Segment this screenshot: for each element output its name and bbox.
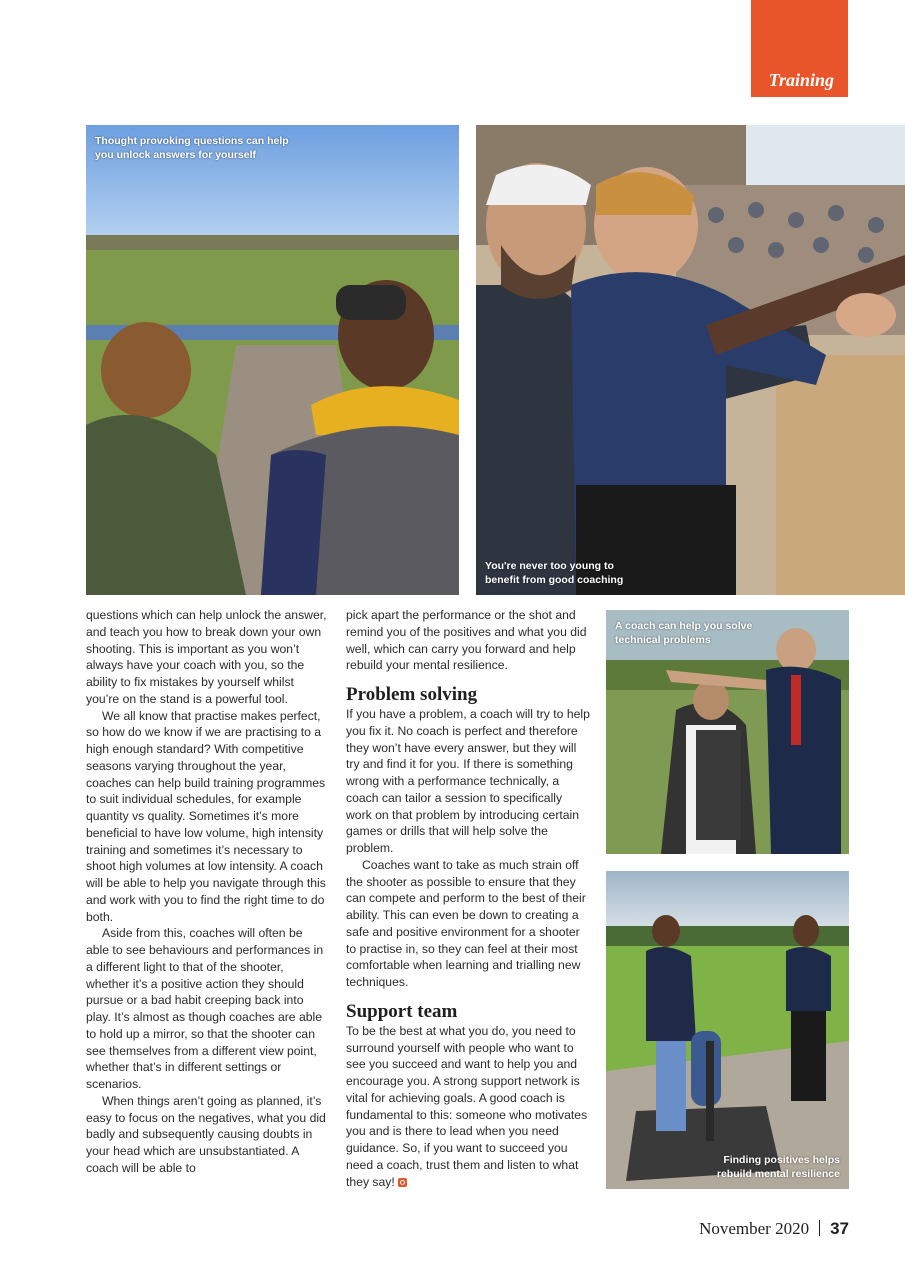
photo-field-coaching (86, 125, 459, 595)
photo-technical-coaching (606, 610, 849, 854)
photo-caption: A coach can help you solve technical problems (615, 620, 753, 646)
body-paragraph-last (346, 1023, 591, 1191)
section-label: Training (768, 70, 834, 90)
subheading-problem-solving: Problem solving (346, 684, 478, 705)
photo-caption: Thought provoking questions can help you unlock answers for yourself (95, 135, 289, 161)
subheading-support-team: Support team (346, 1000, 458, 1022)
photo-positive-feedback (606, 871, 849, 1189)
body-paragraph-text: To be the best at what you do, you need to surround yourself with people who want to see you succeed and want to help you and encourage you. A strong support network is vital for achieving goals. A good coach is fundamental to this: someone who motivates you and is there to lead when you need guidance. So, if you want to succeed you need a coach, trust them and listen to what they say! (346, 1023, 588, 1189)
body-paragraph: Coaches want to take as much strain off the shooter as possible to ensure that they can compete and perform to the best of their ability. This can even be down to creating a safe and positive environment for a shooter to practise in, so they can feel at their most comfortable when learning and trialling new techniques. (346, 857, 586, 989)
body-paragraph: When things aren’t going as planned, it’s easy to focus on the negatives, what you did badly and subsequently causing doubts in your head which are unsubstantiated. A coach will be able to (86, 1093, 326, 1175)
page-footer (699, 1219, 849, 1239)
photo-caption: Finding positives helps rebuild mental resilience (716, 1154, 840, 1180)
body-paragraph: We all know that practise makes perfect, so how do we know if we are practising to a high enough standard? With competitive seasons varying throughout the year, coaches can help build training programmes to suit individual schedules, for example quantity vs quality. Sometimes it’s more beneficial to have low volume, high intensity training and sometimes it’s necessary to shoot high volumes at low intensity. A coach will be able to help you navigate through this and work with you to find the right time to do both. (86, 708, 326, 924)
page-number: 37 (830, 1219, 849, 1238)
article-column-2 (346, 607, 591, 1190)
footer-divider (819, 1220, 820, 1236)
photo-young-shooter (476, 125, 905, 595)
body-paragraph: If you have a problem, a coach will try to help you fix it. No coach is perfect and therefore they won’t have every answer, but they will try and find it for you. If there is something wrong with a performance technically, a coach can tailor a session to specifically work on that problem by introducing certain games or drills that will help solve the problem. (346, 707, 590, 855)
section-tab (751, 0, 848, 97)
end-of-article-icon (398, 1178, 407, 1187)
body-paragraph: Aside from this, coaches will often be able to see behaviours and performances in a different light to that of the shooter, whether it’s a positive action they should pursue or a bad habit creeping back into play. It’s almost as though coaches are able to hold up a mirror, so that the shooter can see themselves from a different view point, whether that’s in different settings or scenarios. (86, 926, 324, 1091)
body-paragraph: pick apart the performance or the shot and remind you of the positives and what you did well, which can carry you forward and help rebuild your mental resilience. (346, 608, 587, 673)
article-column-1 (86, 607, 328, 1177)
photo-caption: You're never too young to benefit from good coaching (485, 560, 624, 586)
issue-date: November 2020 (699, 1219, 810, 1238)
body-paragraph: questions which can help unlock the answer, and teach you how to break down your own shooting. This is important as you won’t always have your coach with you, so the ability to fix mistakes by yourself whilst you’re on the stand is a powerful tool. (86, 608, 327, 706)
